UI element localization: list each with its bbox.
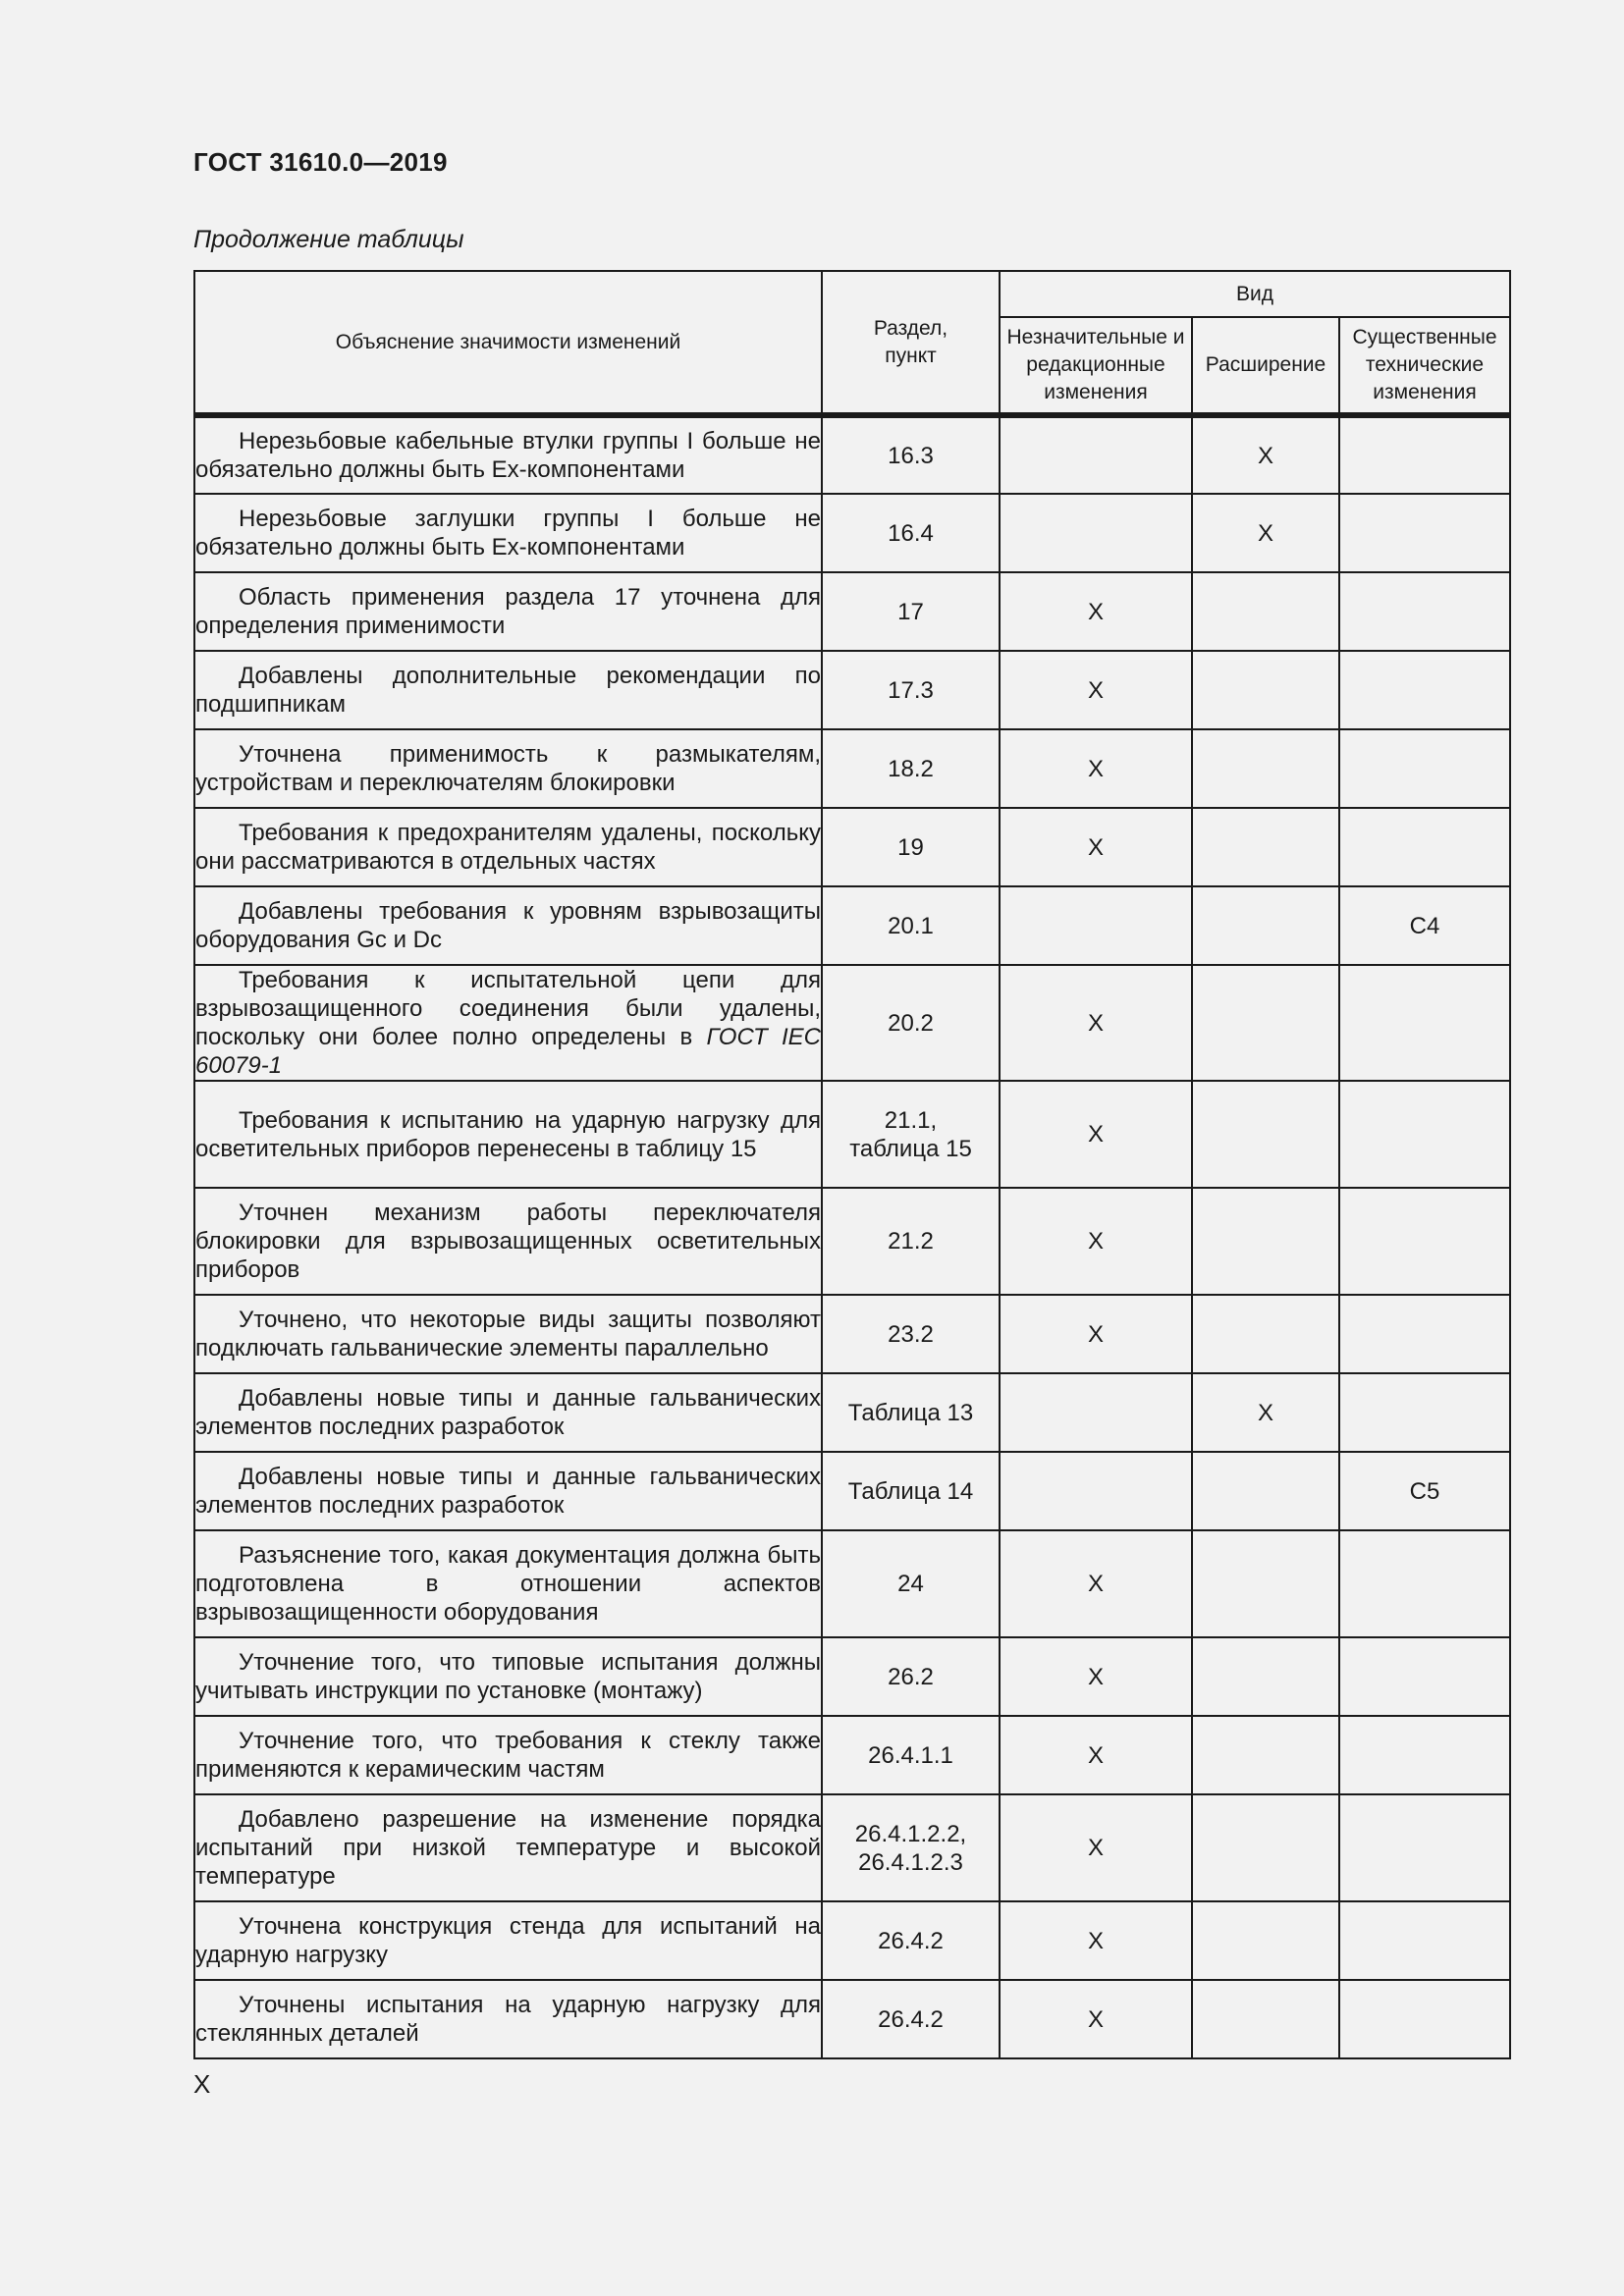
row-extension-mark [1192,886,1339,965]
row-description: Добавлены новые типы и данные гальванических элементов последних разработок [194,1373,822,1452]
row-description: Требования к испытанию на ударную нагрузку для осветительных приборов перенесены в таблицу 15 [194,1081,822,1188]
row-major-mark [1339,808,1510,886]
table-row [194,808,1510,886]
table-row [194,1452,1510,1530]
standard-reference: ГОСТ IEC 60079-1 [195,1024,822,1079]
row-extension-mark [1192,729,1339,808]
table-row [194,1637,1510,1716]
table-row [194,1530,1510,1637]
row-section: 24 [822,1530,1000,1637]
column-header-minor: Незначительные и редакционные изменения [1000,317,1192,415]
row-major-mark [1339,1637,1510,1716]
row-section: 26.4.1.2.2, 26.4.1.2.3 [822,1794,1000,1901]
row-major-mark [1339,729,1510,808]
row-section: 17 [822,572,1000,651]
row-section: 19 [822,808,1000,886]
row-description: Добавлено разрешение на изменение порядка испытаний при низкой температуре и высокой температуре [194,1794,822,1901]
row-extension-mark: X [1192,415,1339,494]
table-row [194,965,1510,1081]
table-row [194,886,1510,965]
row-description: Требования к испытательной цепи для взрывозащищенного соединения были удалены, поскольку они более полно определены в ГОСТ IEC 60079-1 [195,967,822,1079]
changes-table [193,270,1511,2059]
row-extension-mark [1192,1530,1339,1637]
row-section: 20.1 [822,886,1000,965]
row-section: 16.4 [822,494,1000,572]
column-header-major: Существенные технические изменения [1339,317,1510,415]
row-section: 26.2 [822,1637,1000,1716]
row-major-mark [1339,651,1510,729]
row-section: 18.2 [822,729,1000,808]
table-row [194,1980,1510,2058]
row-minor-mark: X [1000,1081,1192,1188]
row-description: Добавлены требования к уровням взрывозащиты оборудования Gc и Dc [194,886,822,965]
table-row [194,572,1510,651]
row-extension-mark: X [1192,494,1339,572]
row-minor-mark: X [1000,1980,1192,2058]
table-row [194,1794,1510,1901]
row-extension-mark [1192,572,1339,651]
table-row [194,415,1510,494]
row-extension-mark [1192,1188,1339,1295]
table-row [194,1716,1510,1794]
header-row-top [194,271,1510,317]
row-description: Нерезьбовые кабельные втулки группы I больше не обязательно должны быть Ex-компонентами [194,415,822,494]
row-minor-mark [1000,415,1192,494]
table-row [194,651,1510,729]
row-minor-mark [1000,1452,1192,1530]
row-major-mark: C4 [1339,886,1510,965]
row-minor-mark: X [1000,572,1192,651]
row-major-mark [1339,1716,1510,1794]
document-code: ГОСТ 31610.0—2019 [193,147,448,177]
row-description: Уточнена конструкция стенда для испытаний на ударную нагрузку [194,1901,822,1980]
table-row [194,1295,1510,1373]
row-major-mark: C5 [1339,1452,1510,1530]
row-minor-mark: X [1000,1901,1192,1980]
row-major-mark [1339,1081,1510,1188]
row-minor-mark: X [1000,1188,1192,1295]
column-header-kind: Вид [1000,271,1510,317]
row-section: 16.3 [822,415,1000,494]
row-section: 26.4.2 [822,1980,1000,2058]
row-extension-mark [1192,1081,1339,1188]
table-row [194,494,1510,572]
column-header-explanation: Объяснение значимости изменений [194,271,822,415]
row-section: 26.4.2 [822,1901,1000,1980]
row-section: 26.4.1.1 [822,1716,1000,1794]
row-section: Таблица 13 [822,1373,1000,1452]
table-row [194,1373,1510,1452]
row-section: 21.1, таблица 15 [822,1081,1000,1188]
row-extension-mark: X [1192,1373,1339,1452]
row-description: Уточнено, что некоторые виды защиты позволяют подключать гальванические элементы параллельно [194,1295,822,1373]
row-major-mark [1339,1188,1510,1295]
row-major-mark [1339,1901,1510,1980]
table-continuation-caption: Продолжение таблицы [193,226,464,253]
row-description: Уточнение того, что требования к стеклу также применяются к керамическим частям [194,1716,822,1794]
table-row [194,1081,1510,1188]
row-major-mark [1339,1794,1510,1901]
row-minor-mark [1000,1373,1192,1452]
row-extension-mark [1192,808,1339,886]
row-section: Таблица 14 [822,1452,1000,1530]
row-description: Область применения раздела 17 уточнена для определения применимости [194,572,822,651]
row-major-mark [1339,494,1510,572]
table-row [194,729,1510,808]
row-minor-mark: X [1000,965,1192,1081]
row-extension-mark [1192,1452,1339,1530]
table-row [194,1901,1510,1980]
row-major-mark [1339,1980,1510,2058]
row-major-mark [1339,1295,1510,1373]
row-minor-mark: X [1000,1637,1192,1716]
row-major-mark [1339,965,1510,1081]
row-minor-mark: X [1000,1716,1192,1794]
row-major-mark [1339,415,1510,494]
column-header-section: Раздел, пункт [822,271,1000,415]
row-major-mark [1339,572,1510,651]
row-extension-mark [1192,1637,1339,1716]
row-description: Разъяснение того, какая документация должна быть подготовлена в отношении аспектов взрывозащищенности оборудования [194,1530,822,1637]
row-section: 17.3 [822,651,1000,729]
row-description: Нерезьбовые заглушки группы I больше не обязательно должны быть Ex-компонентами [194,494,822,572]
row-description: Требования к предохранителям удалены, поскольку они рассматриваются в отдельных частях [194,808,822,886]
row-minor-mark [1000,494,1192,572]
table-row [194,1188,1510,1295]
row-extension-mark [1192,1901,1339,1980]
row-minor-mark: X [1000,651,1192,729]
row-extension-mark [1192,1980,1339,2058]
row-minor-mark: X [1000,808,1192,886]
row-minor-mark: X [1000,729,1192,808]
column-header-extension: Расширение [1192,317,1339,415]
row-minor-mark: X [1000,1530,1192,1637]
row-section: 20.2 [822,965,1000,1081]
row-major-mark [1339,1373,1510,1452]
row-major-mark [1339,1530,1510,1637]
row-description: Уточнены испытания на ударную нагрузку для стеклянных деталей [194,1980,822,2058]
row-extension-mark [1192,651,1339,729]
row-extension-mark [1192,965,1339,1081]
row-description: Добавлены дополнительные рекомендации по подшипникам [194,651,822,729]
row-description: Уточнен механизм работы переключателя блокировки для взрывозащищенных осветительных приборов [194,1188,822,1295]
row-extension-mark [1192,1716,1339,1794]
row-minor-mark: X [1000,1295,1192,1373]
page-number: X [193,2069,211,2099]
row-minor-mark: X [1000,1794,1192,1901]
row-description: Уточнена применимость к размыкателям, устройствам и переключателям блокировки [194,729,822,808]
row-section: 23.2 [822,1295,1000,1373]
row-extension-mark [1192,1794,1339,1901]
row-description: Добавлены новые типы и данные гальванических элементов последних разработок [194,1452,822,1530]
row-description: Уточнение того, что типовые испытания должны учитывать инструкции по установке (монтажу) [194,1637,822,1716]
row-section: 21.2 [822,1188,1000,1295]
row-minor-mark [1000,886,1192,965]
row-extension-mark [1192,1295,1339,1373]
